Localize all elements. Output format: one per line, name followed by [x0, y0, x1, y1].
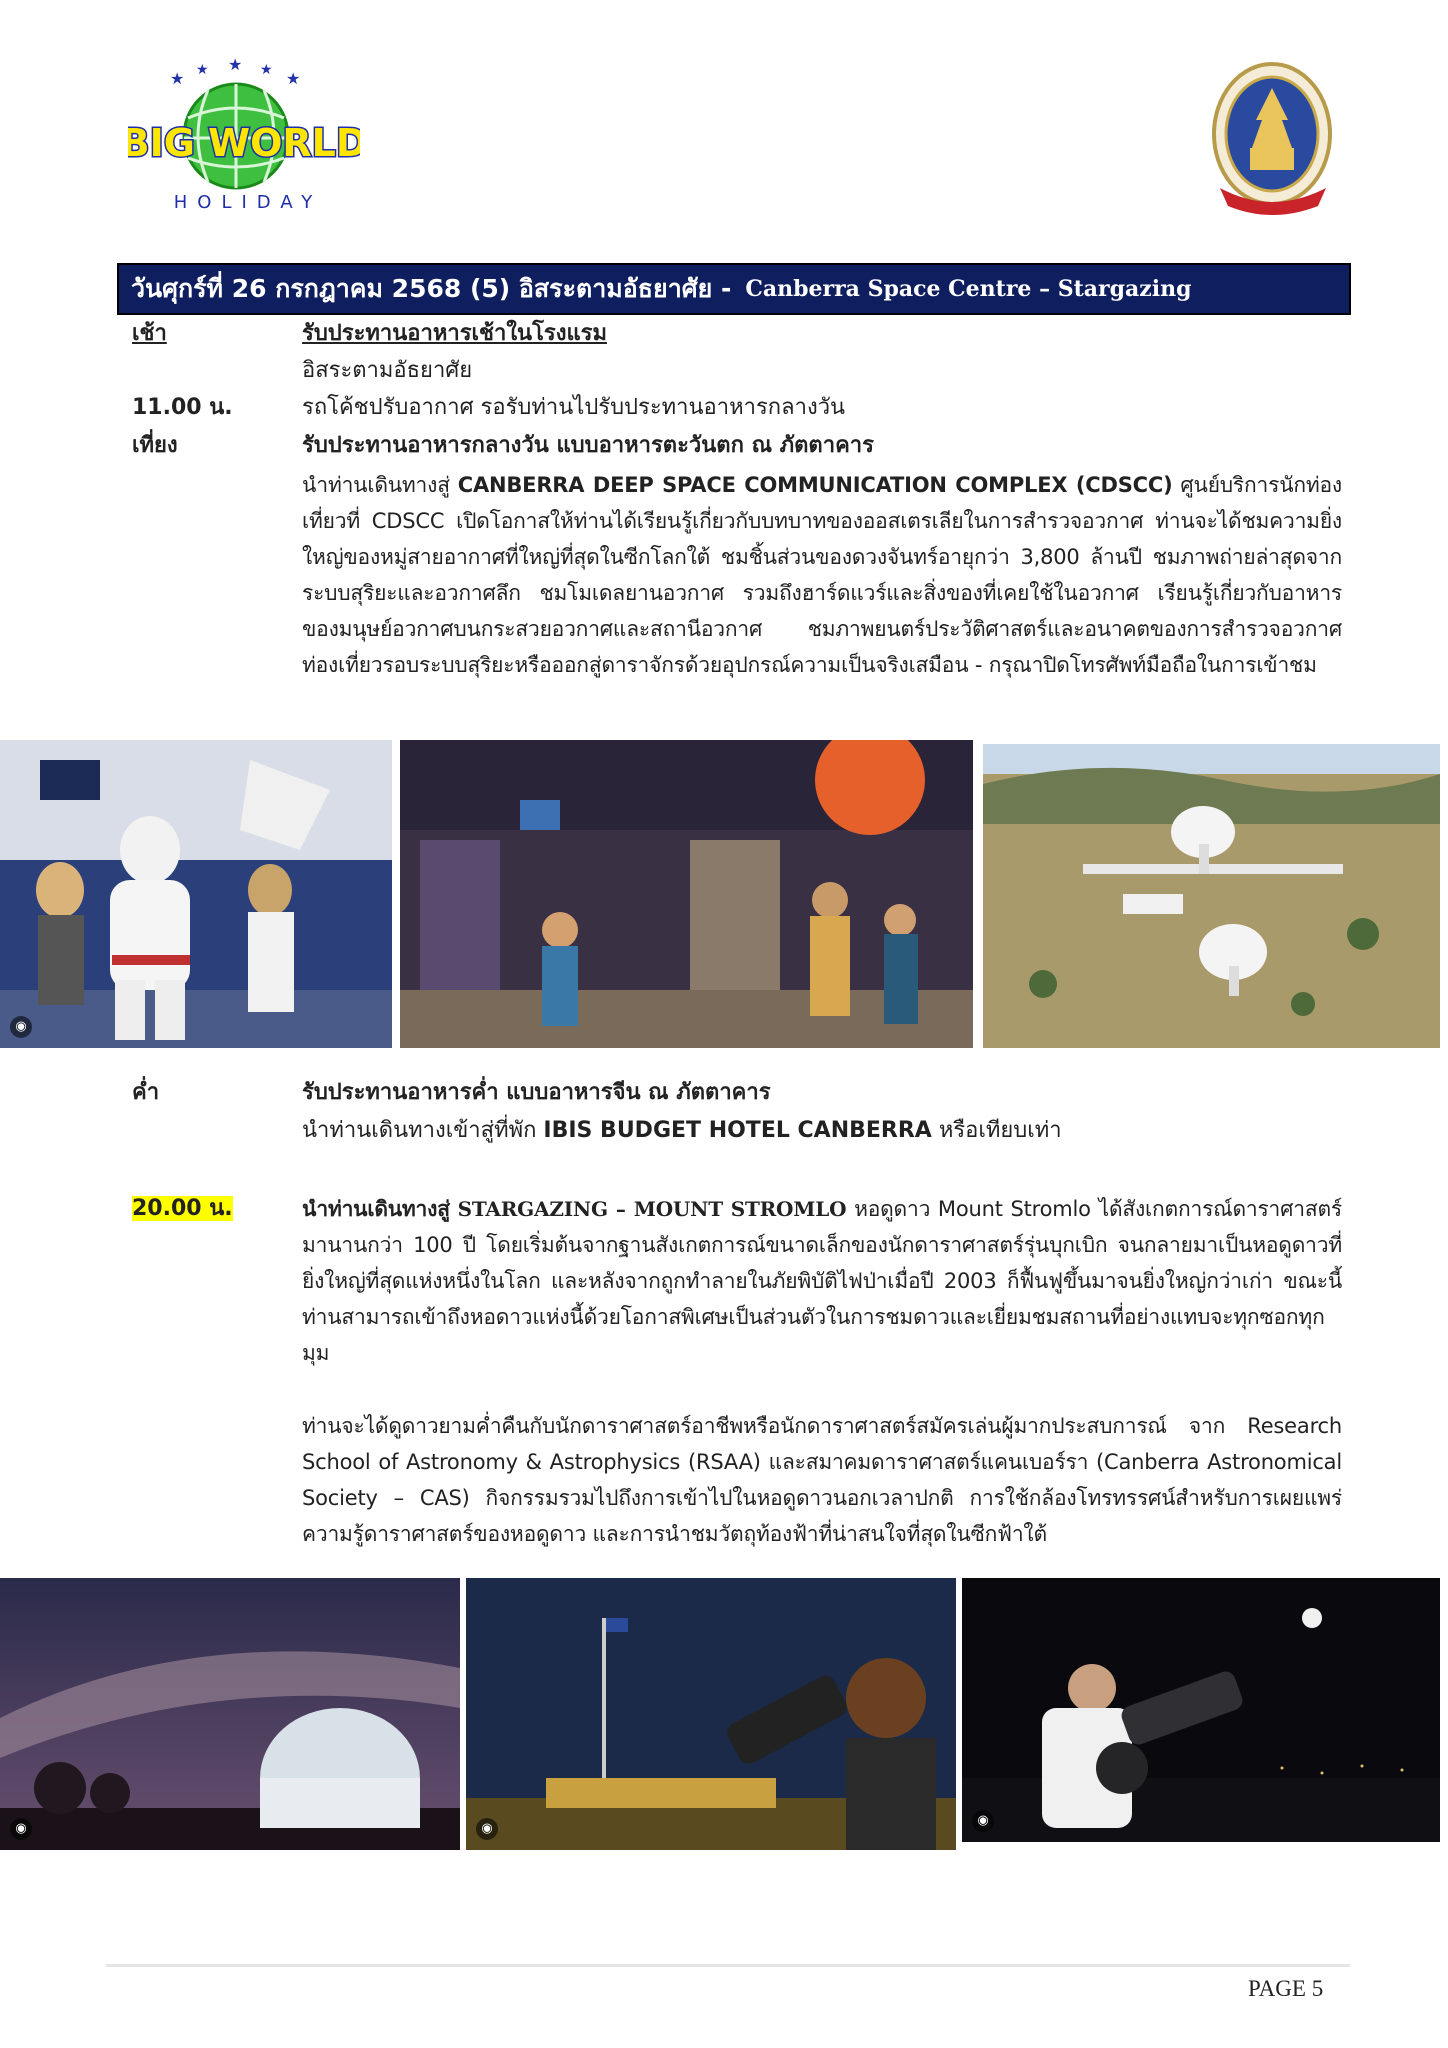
camera-icon: ◉ — [476, 1818, 498, 1840]
hotel-suffix: หรือเทียบเท่า — [938, 1118, 1062, 1143]
svg-text:HOLIDAY: HOLIDAY — [173, 192, 323, 213]
svg-text:BIG WORLD: BIG WORLD — [128, 121, 360, 165]
photo-observatory-milkyway — [0, 1578, 460, 1850]
svg-text:★: ★ — [260, 62, 273, 78]
photo-telescope-parliament — [466, 1578, 956, 1850]
svg-text:★: ★ — [170, 69, 185, 88]
hotel-name: IBIS BUDGET HOTEL CANBERRA — [543, 1118, 932, 1143]
cdscc-text: ศูนย์บริการนักท่องเที่ยวที่ CDSCC เปิดโอกาสให้ท่านได้เรียนรู้เกี่ยวกับบทบาทของออสเตรเลียในการสำรวจอวกาศ ท่านจะได้ชมความยิ่งใหญ่ของหมู่สายอากาศที่ใหญ่ที่สุดในซีกโลกใต้ ชมชิ้นส่วนของดวงจันทร์อายุกว่า 3,800 ล้านปี ชมภาพถ่ายล่าสุดจากระบบสุริยะและอวกาศลึก ชมโมเดลยานอวกาศ รวมถึงฮาร์ดแวร์และสิ่งของที่เคยใช้ในอวกาศ เรียนรู้เกี่ยวกับอาหารของมนุษย์อวกาศบนกระสวยอวกาศและสถานีอวกาศ ชมภาพยนตร์ประวัติศาสตร์และอนาคตของการสำรวจอวกาศ ท่องเที่ยวรอบระบบสุริยะหรือออกสู่ดาราจักรด้วยอุปกรณ์ความเป็นจริงเสมือน - กรุณาปิดโทรศัพท์มือถือในการเข้าชม — [302, 473, 1342, 677]
association-seal-logo — [1210, 60, 1340, 220]
svg-text:★: ★ — [228, 58, 243, 74]
time-2000-label: 20.00 น. — [132, 1196, 233, 1221]
photo-cdscc-antennas — [983, 744, 1440, 1048]
day-header — [117, 263, 1351, 315]
astro-paragraph — [302, 1408, 1342, 1552]
evening-label: ค่ำ — [132, 1080, 160, 1105]
morning-title: รับประทานอาหารเช้าในโรงแรม — [302, 321, 607, 346]
svg-text:★: ★ — [286, 69, 301, 88]
hotel-line — [302, 1113, 1342, 1149]
big-world-holiday-logo — [128, 58, 360, 218]
camera-icon: ◉ — [10, 1016, 32, 1038]
photo-astronaut-suit — [0, 740, 392, 1048]
photo-night-telescope — [962, 1578, 1440, 1842]
time-1100-label: 11.00 น. — [132, 395, 233, 420]
page-number: PAGE 5 — [1248, 1976, 1324, 2001]
time-1100-text: รถโค้ชปรับอากาศ รอรับท่านไปรับประทานอาหารกลางวัน — [302, 395, 846, 420]
footer-divider — [106, 1964, 1350, 1967]
noon-label: เที่ยง — [132, 433, 178, 458]
stargazing-text: หอดูดาว Mount Stromlo ได้สังเกตการณ์ดาราศาสตร์มานานกว่า 100 ปี โดยเริ่มต้นจากฐานสังเกตการณ์ขนาดเล็กของนักดาราศาสตร์รุ่นบุกเบิก จนกลายมาเป็นหอดูดาวที่ยิ่งใหญ่ที่สุดแห่งหนึ่งในโลก และหลังจากถูกทำลายในภัยพิบัติไฟป่าเมื่อปี 2003 ก็ฟื้นฟูขึ้นมาจนยิ่งใหญ่กว่าเก่า ขณะนี้ ท่านสามารถเข้าถึงหอดาวแห่งนี้ด้วยโอกาสพิเศษเป็นส่วนตัวในการชมดาวและเยี่ยมชมสถานที่อย่างแทบจะทุกซอกทุกมุม — [302, 1197, 1343, 1365]
cdscc-name: CANBERRA DEEP SPACE COMMUNICATION COMPLEX (CDSCC) — [457, 473, 1173, 497]
cdscc-paragraph — [302, 467, 1342, 683]
day-header-thai: วันศุกร์ที่ 26 กรกฎาคม 2568 (5) อิสระตามอัธยาศัย - — [131, 274, 732, 303]
photo-space-exhibition — [400, 740, 973, 1048]
stargazing-intro: นำท่านเดินทางสู่ — [302, 1197, 450, 1221]
stargazing-name-a: STARGAZING – MOUNT — [457, 1197, 723, 1221]
hotel-intro: นำท่านเดินทางเข้าสู่ที่พัก — [302, 1118, 537, 1143]
evening-title: รับประทานอาหารค่ำ แบบอาหารจีน ณ ภัตตาคาร — [302, 1080, 771, 1105]
day-header-english: Canberra Space Centre – Stargazing — [745, 276, 1192, 302]
morning-label: เช้า — [132, 321, 167, 346]
morning-free-text: อิสระตามอัธยาศัย — [302, 358, 473, 383]
camera-icon: ◉ — [972, 1810, 994, 1832]
noon-title: รับประทานอาหารกลางวัน แบบอาหารตะวันตก ณ ภัตตาคาร — [302, 433, 874, 458]
cdscc-intro: นำท่านเดินทางสู่ — [302, 473, 450, 497]
camera-icon: ◉ — [10, 1818, 32, 1840]
stargazing-paragraph — [302, 1191, 1342, 1371]
stargazing-name-b: STROMLO — [730, 1197, 847, 1221]
astro-text: ท่านจะได้ดูดาวยามค่ำคืนกับนักดาราศาสตร์อาชีพหรือนักดาราศาสตร์สมัครเล่นผู้มากประสบการณ์ จาก Research School of Astronomy & Astrophysics (RSAA) และสมาคมดาราศาสตร์แคนเบอร์รา (Canberra Astronomical Society – CAS) กิจกรรมรวมไปถึงการเข้าไปในหอดูดาวนอกเวลาปกติ การใช้กล้องโทรทรรศน์สำหรับการเผยแพร่ความรู้ดาราศาสตร์ของหอดูดาว และการนำชมวัตถุท้องฟ้าที่น่าสนใจที่สุดในซีกฟ้าใต้ — [302, 1414, 1342, 1546]
svg-text:★: ★ — [196, 62, 209, 78]
